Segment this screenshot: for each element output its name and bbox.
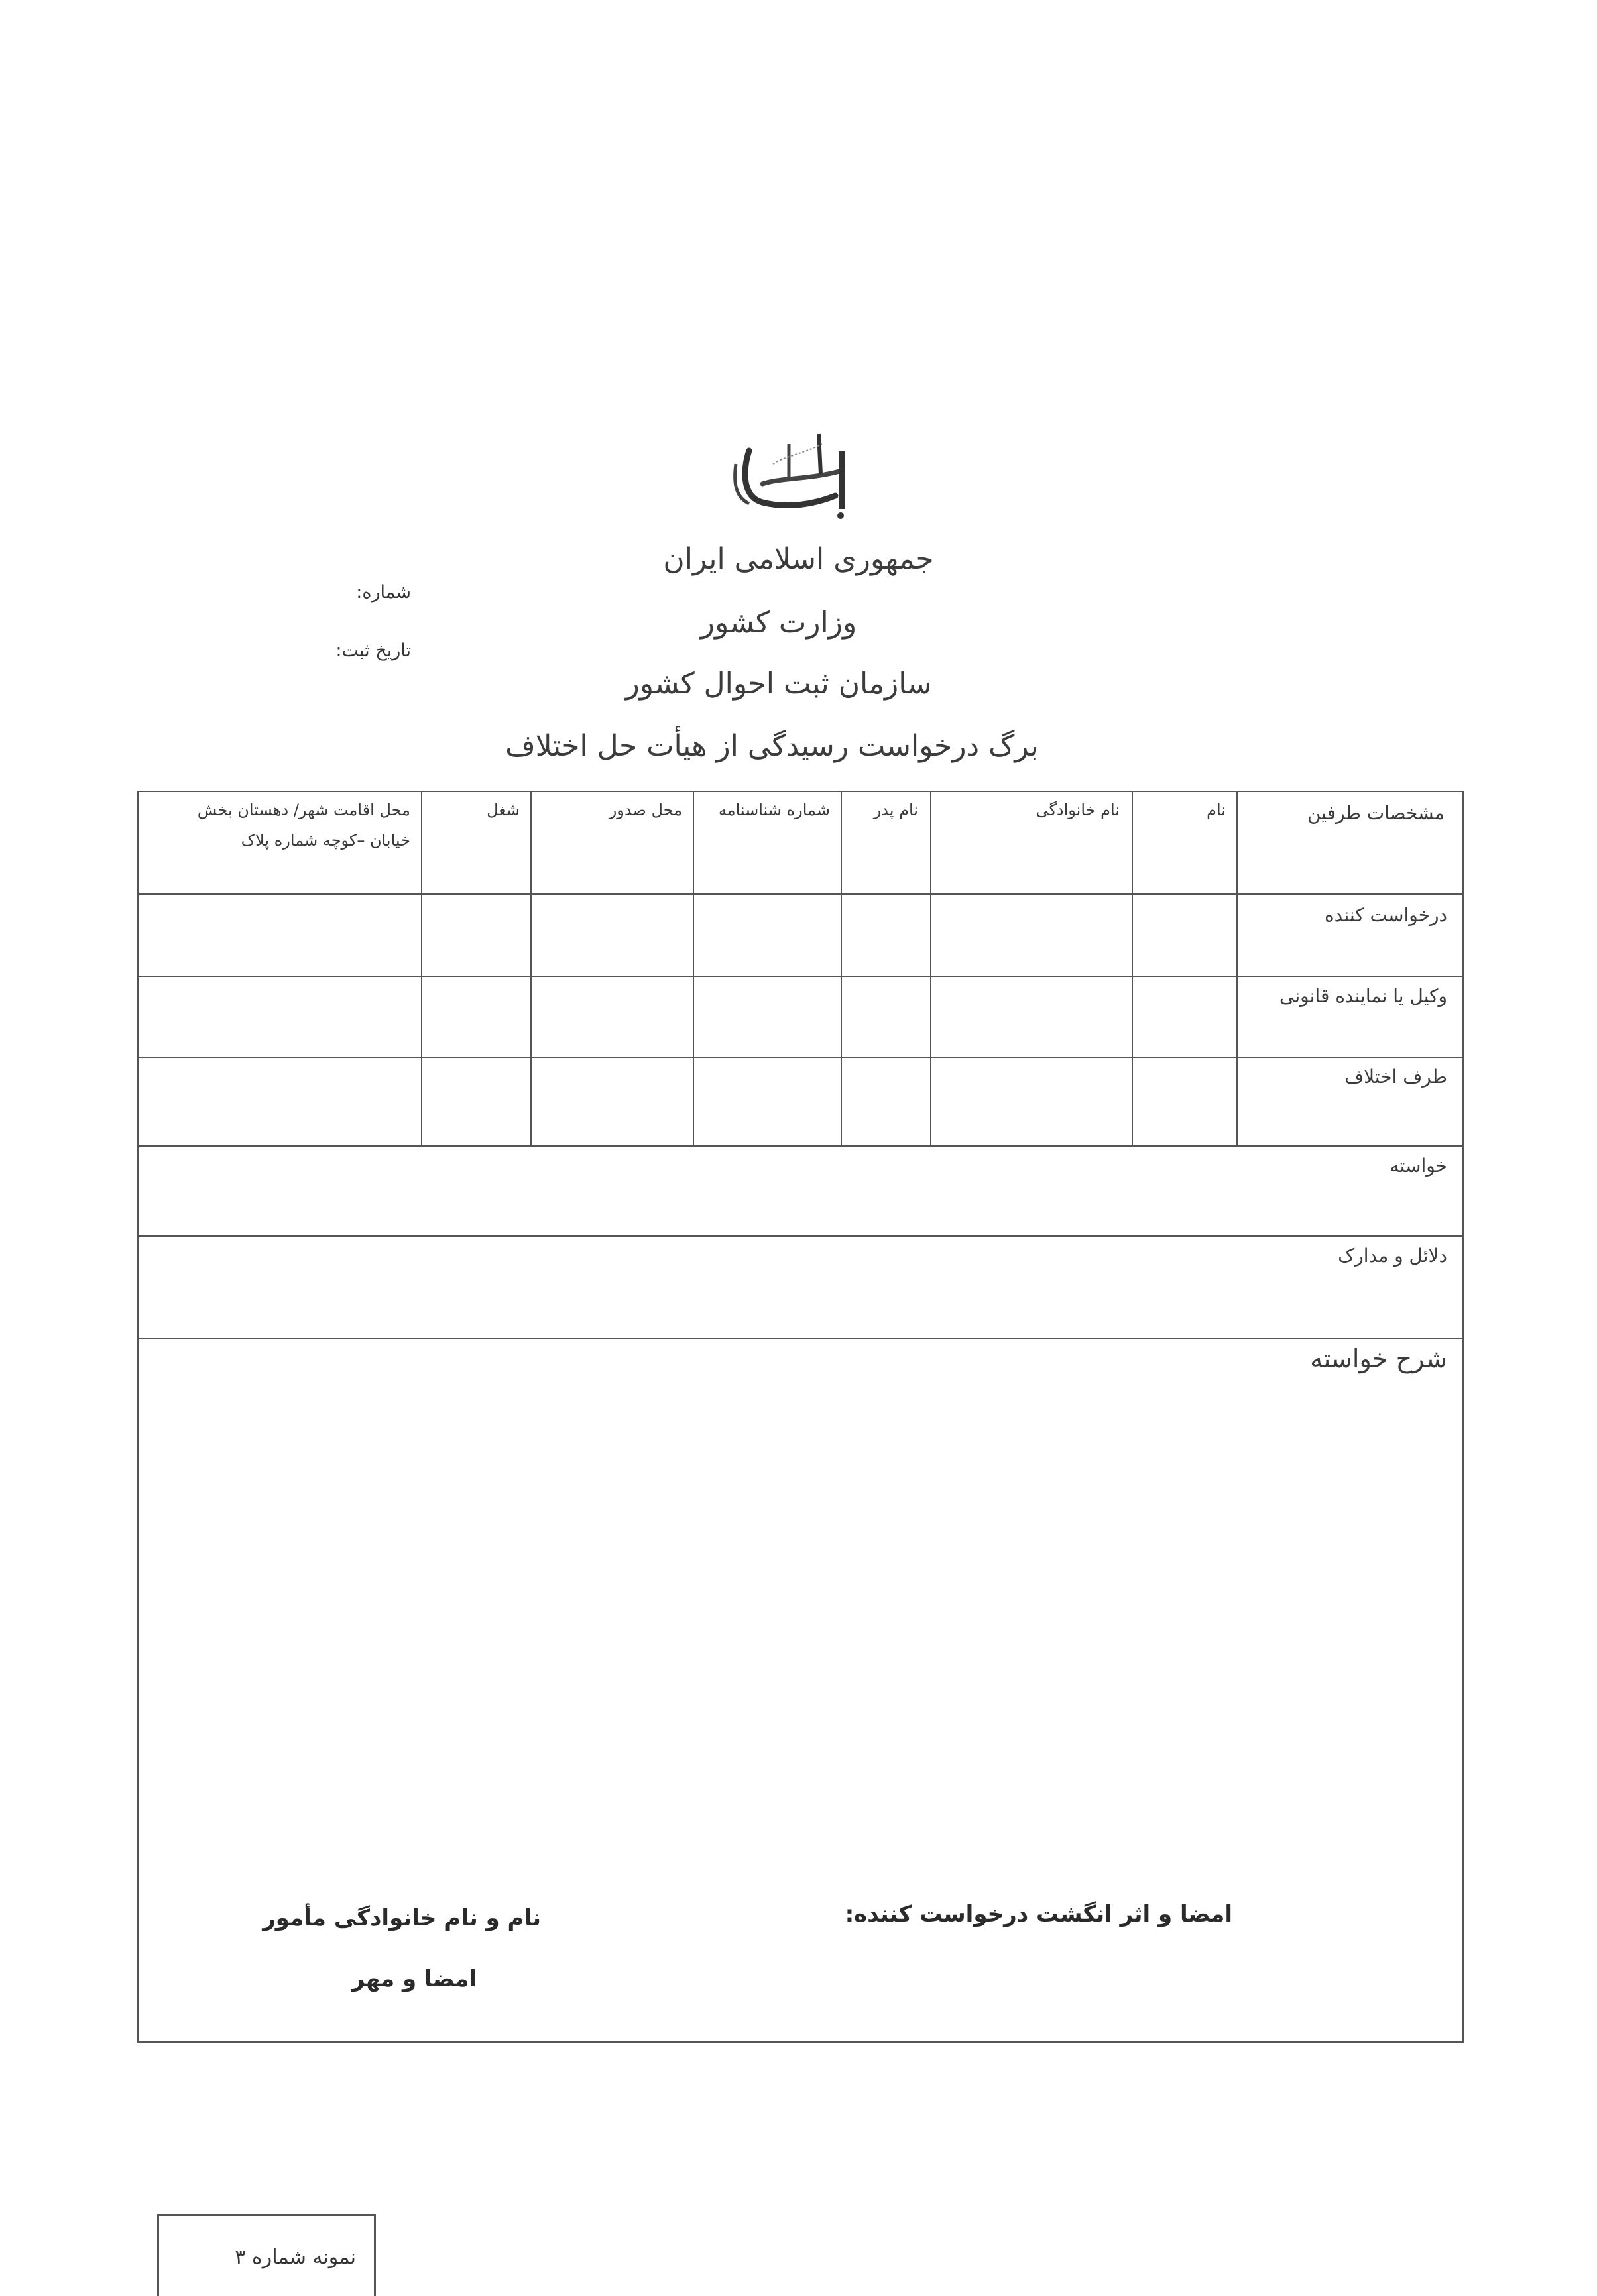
applicant-signature-label: امضا و اثر انگشت درخواست کننده:: [845, 1901, 1232, 1927]
country-title: جمهوری اسلامی ایران: [663, 542, 934, 576]
applicant-signature-area[interactable]: [849, 1935, 1246, 2028]
column-header-id-number: شماره شناسنامه: [718, 801, 830, 819]
request-field[interactable]: [139, 1186, 1462, 1234]
applicant-id-number-cell[interactable]: [694, 895, 840, 975]
column-header-issue-place: محل صدور: [609, 801, 682, 819]
registration-date-label: تاریخ ثبت:: [335, 640, 411, 661]
column-header-parties: مشخصات طرفین: [1307, 802, 1445, 824]
opposing-first-name-cell[interactable]: [1133, 1058, 1236, 1145]
table-top-border: [137, 791, 1464, 792]
applicant-last-name-cell[interactable]: [931, 895, 1131, 975]
bismillah-calligraphy-logo: [709, 424, 882, 524]
representative-occupation-cell[interactable]: [422, 977, 530, 1056]
frame-right-border: [1462, 791, 1464, 2043]
representative-address-cell[interactable]: [139, 977, 420, 1056]
number-field[interactable]: [199, 578, 305, 604]
request-label: خواسته: [1390, 1155, 1447, 1177]
opposing-occupation-cell[interactable]: [422, 1058, 530, 1145]
opposing-issue-place-cell[interactable]: [532, 1058, 692, 1145]
representative-id-number-cell[interactable]: [694, 977, 840, 1056]
column-header-first-name: نام: [1207, 801, 1226, 819]
applicant-issue-place-cell[interactable]: [532, 895, 692, 975]
form-number-label: نمونه شماره ۳: [235, 2246, 356, 2269]
opposing-address-cell[interactable]: [139, 1058, 420, 1145]
column-header-address-line2: خیابان –کوچه شماره پلاک: [241, 831, 410, 850]
section-divider: [137, 1235, 1464, 1237]
description-field[interactable]: [139, 1385, 1462, 1889]
representative-issue-place-cell[interactable]: [532, 977, 692, 1056]
opposing-last-name-cell[interactable]: [931, 1058, 1131, 1145]
evidence-label: دلائل و مدارک: [1338, 1245, 1447, 1267]
opposing-id-number-cell[interactable]: [694, 1058, 840, 1145]
form-title: برگ درخواست رسیدگی از هیأت حل اختلاف: [505, 729, 1039, 763]
table-column-divider: [1236, 791, 1238, 1146]
representative-last-name-cell[interactable]: [931, 977, 1131, 1056]
applicant-address-cell[interactable]: [139, 895, 420, 975]
row-label-opposing-party: طرف اختلاف: [1344, 1066, 1447, 1088]
number-label: شماره:: [356, 582, 411, 603]
officer-name-label: نام و نام خانوادگی مأمور: [263, 1905, 541, 1931]
applicant-father-name-cell[interactable]: [842, 895, 929, 975]
table-row-divider: [137, 1145, 1464, 1147]
ministry-title: وزارت کشور: [700, 606, 857, 640]
column-header-address-line1: محل اقامت شهر/ دهستان بخش: [197, 801, 410, 819]
column-header-last-name: نام خانوادگی: [1035, 801, 1120, 819]
row-label-representative: وکیل یا نماینده قانونی: [1279, 985, 1447, 1007]
column-header-father-name: نام پدر: [873, 801, 918, 819]
organization-title: سازمان ثبت احوال کشور: [625, 667, 932, 701]
registration-date-field[interactable]: [199, 636, 305, 663]
section-divider: [137, 1338, 1464, 1339]
opposing-father-name-cell[interactable]: [842, 1058, 929, 1145]
row-label-applicant: درخواست کننده: [1325, 904, 1447, 926]
officer-signature-area[interactable]: [265, 2002, 597, 2038]
evidence-field[interactable]: [139, 1276, 1462, 1337]
frame-bottom-border: [137, 2041, 1464, 2043]
column-header-occupation: شغل: [487, 801, 520, 819]
calligraphy-icon: [709, 424, 882, 524]
representative-father-name-cell[interactable]: [842, 977, 929, 1056]
applicant-occupation-cell[interactable]: [422, 895, 530, 975]
representative-first-name-cell[interactable]: [1133, 977, 1236, 1056]
description-label: شرح خواسته: [1310, 1344, 1447, 1373]
applicant-first-name-cell[interactable]: [1133, 895, 1236, 975]
officer-sign-stamp-label: امضا و مهر: [351, 1966, 477, 1992]
